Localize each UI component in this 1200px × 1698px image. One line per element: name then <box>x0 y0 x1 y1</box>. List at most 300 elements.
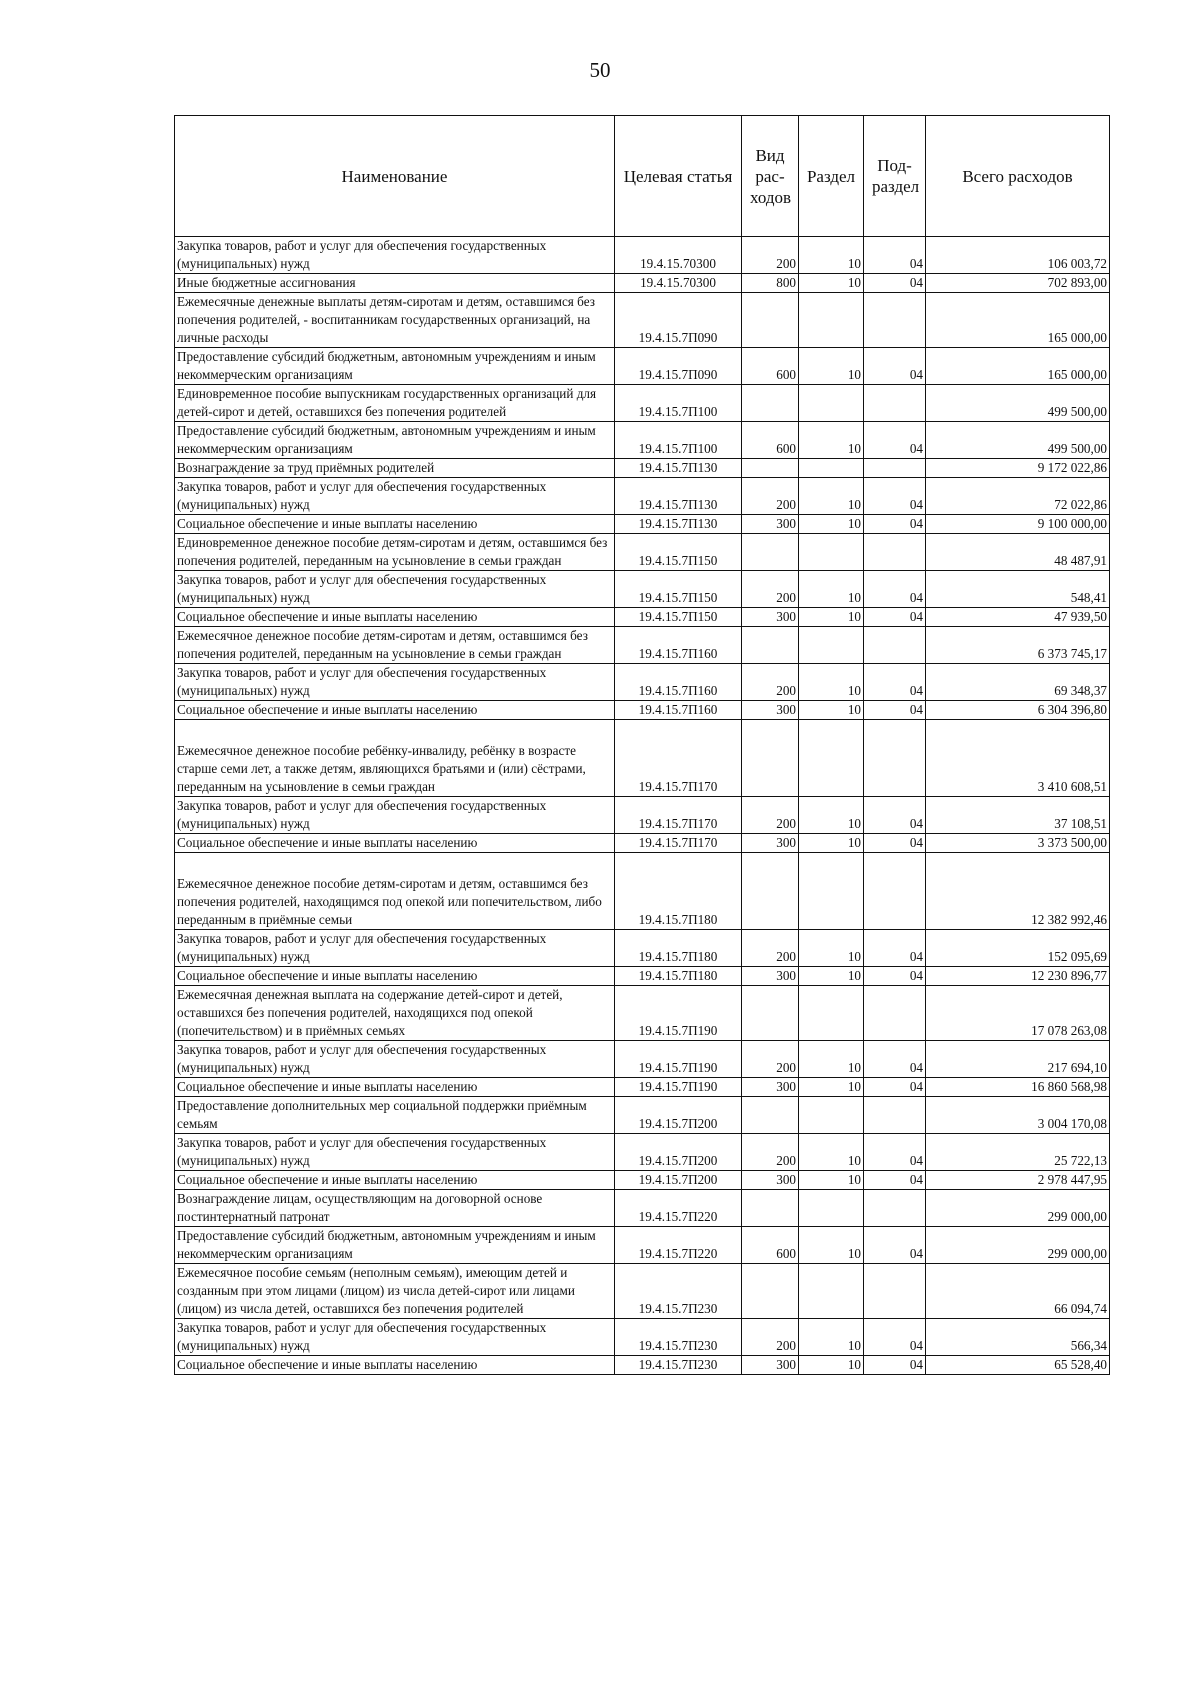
table-row <box>175 534 1110 571</box>
cell-total <box>926 571 1110 608</box>
cell-subsection <box>864 571 926 608</box>
cell-text-section: 10 <box>847 949 861 964</box>
cell-text-subsection: 04 <box>909 609 923 624</box>
cell-text-name: Предоставление субсидий бюджетным, автономным учреждениям и иным некоммерческим организациям <box>177 1228 596 1261</box>
cell-section <box>799 701 864 720</box>
cell-text-name: Ежемесячное пособие семьям (неполным семьям), имеющим детей и созданным при этом лицами (лицом) из числа детей-сирот или лицами (лицом) из числа детей, оставшихся без попечения родителей <box>177 1265 575 1316</box>
cell-section <box>799 459 864 478</box>
cell-target <box>615 986 742 1041</box>
cell-subsection <box>864 1356 926 1375</box>
cell-total <box>926 1078 1110 1097</box>
cell-text-name: Социальное обеспечение и иные выплаты населению <box>177 968 478 983</box>
table-row <box>175 1171 1110 1190</box>
cell-target <box>615 627 742 664</box>
cell-name <box>175 627 615 664</box>
cell-text-target: 19.4.15.7П100 <box>638 404 718 419</box>
table-row <box>175 834 1110 853</box>
cell-total <box>926 720 1110 797</box>
cell-text-kind: 200 <box>776 1338 796 1353</box>
cell-text-name: Иные бюджетные ассигнования <box>177 275 356 290</box>
cell-text-target: 19.4.15.7П130 <box>638 460 718 475</box>
cell-text-name: Социальное обеспечение и иные выплаты населению <box>177 1357 478 1372</box>
col-header-target: Целевая статья <box>615 116 742 237</box>
cell-kind <box>742 608 799 627</box>
cell-text-target: 19.4.15.7П190 <box>638 1023 718 1038</box>
cell-total <box>926 1041 1110 1078</box>
cell-subsection <box>864 478 926 515</box>
cell-text-total: 72 022,86 <box>1054 497 1107 512</box>
cell-text-target: 19.4.15.7П150 <box>638 553 718 568</box>
cell-total <box>926 797 1110 834</box>
cell-section <box>799 274 864 293</box>
cell-section <box>799 478 864 515</box>
cell-text-name: Закупка товаров, работ и услуг для обеспечения государственных (муниципальных) нужд <box>177 1320 547 1353</box>
cell-total <box>926 422 1110 459</box>
cell-text-target: 19.4.15.7П190 <box>638 1079 718 1094</box>
cell-text-kind: 300 <box>776 835 796 850</box>
cell-section <box>799 1190 864 1227</box>
cell-text-target: 19.4.15.7П200 <box>638 1116 718 1131</box>
cell-text-name: Ежемесячное денежное пособие детям-сиротам и детям, оставшимся без попечения родителей, находящимся под опекой или попечительством, либо переданным в приёмные семьи <box>177 876 602 927</box>
cell-kind <box>742 534 799 571</box>
cell-name <box>175 701 615 720</box>
cell-name <box>175 571 615 608</box>
cell-subsection <box>864 293 926 348</box>
cell-text-kind: 200 <box>776 1060 796 1075</box>
cell-text-kind: 300 <box>776 702 796 717</box>
table-row <box>175 627 1110 664</box>
cell-text-section: 10 <box>847 441 861 456</box>
cell-target <box>615 459 742 478</box>
cell-text-kind: 300 <box>776 1172 796 1187</box>
cell-target <box>615 1319 742 1356</box>
cell-text-target: 19.4.15.7П100 <box>638 441 718 456</box>
cell-text-subsection: 04 <box>909 1172 923 1187</box>
cell-text-section: 10 <box>847 590 861 605</box>
cell-target <box>615 1171 742 1190</box>
cell-text-target: 19.4.15.70300 <box>640 275 716 290</box>
cell-text-section: 10 <box>847 516 861 531</box>
cell-text-total: 548,41 <box>1070 590 1107 605</box>
table-body <box>175 237 1110 1375</box>
cell-text-name: Социальное обеспечение и иные выплаты населению <box>177 609 478 624</box>
cell-kind <box>742 834 799 853</box>
cell-subsection <box>864 459 926 478</box>
cell-text-total: 69 348,37 <box>1054 683 1107 698</box>
cell-name <box>175 1171 615 1190</box>
table-row <box>175 459 1110 478</box>
cell-subsection <box>864 534 926 571</box>
cell-text-kind: 200 <box>776 1153 796 1168</box>
cell-text-total: 47 939,50 <box>1054 609 1107 624</box>
cell-text-total: 17 078 263,08 <box>1031 1023 1107 1038</box>
spacer <box>177 720 612 742</box>
cell-total <box>926 608 1110 627</box>
cell-text-target: 19.4.15.7П130 <box>638 497 718 512</box>
cell-text-section: 10 <box>847 1153 861 1168</box>
cell-total <box>926 1190 1110 1227</box>
cell-target <box>615 1264 742 1319</box>
cell-kind <box>742 797 799 834</box>
table-row <box>175 664 1110 701</box>
cell-text-subsection: 04 <box>909 256 923 271</box>
cell-text-total: 106 003,72 <box>1047 256 1107 271</box>
cell-text-name: Единовременное денежное пособие детям-сиротам и детям, оставшимся без попечения родителей, переданным на усыновление в семьи граждан <box>177 535 608 568</box>
col-header-name: Наименование <box>175 116 615 237</box>
cell-total <box>926 1264 1110 1319</box>
cell-text-kind: 300 <box>776 1357 796 1372</box>
cell-text-total: 12 230 896,77 <box>1031 968 1107 983</box>
cell-text-subsection: 04 <box>909 1079 923 1094</box>
cell-name <box>175 1041 615 1078</box>
cell-kind <box>742 930 799 967</box>
cell-target <box>615 274 742 293</box>
cell-text-name: Ежемесячная денежная выплата на содержание детей-сирот и детей, оставшихся без попечения родителей, находящихся под опекой (попечительством) и в приёмных семьях <box>177 987 563 1038</box>
cell-text-target: 19.4.15.7П160 <box>638 702 718 717</box>
cell-text-total: 6 373 745,17 <box>1037 646 1107 661</box>
cell-name <box>175 422 615 459</box>
cell-kind <box>742 1264 799 1319</box>
cell-text-section: 10 <box>847 275 861 290</box>
cell-text-total: 3 004 170,08 <box>1037 1116 1107 1131</box>
table-row <box>175 1227 1110 1264</box>
cell-text-target: 19.4.15.7П170 <box>638 779 718 794</box>
cell-text-kind: 300 <box>776 1079 796 1094</box>
cell-section <box>799 1097 864 1134</box>
cell-text-kind: 200 <box>776 497 796 512</box>
cell-total <box>926 459 1110 478</box>
cell-text-total: 16 860 568,98 <box>1031 1079 1107 1094</box>
cell-text-subsection: 04 <box>909 497 923 512</box>
cell-name <box>175 478 615 515</box>
cell-section <box>799 797 864 834</box>
cell-text-subsection: 04 <box>909 816 923 831</box>
table-row <box>175 967 1110 986</box>
cell-text-subsection: 04 <box>909 949 923 964</box>
cell-text-name: Ежемесячные денежные выплаты детям-сиротам и детям, оставшимся без попечения родителей, - воспитанникам государственных организаций, на личные расходы <box>177 294 595 345</box>
cell-section <box>799 1041 864 1078</box>
cell-subsection <box>864 853 926 930</box>
cell-text-total: 152 095,69 <box>1047 949 1107 964</box>
cell-kind <box>742 478 799 515</box>
cell-text-subsection: 04 <box>909 1246 923 1261</box>
cell-name <box>175 274 615 293</box>
table-row <box>175 797 1110 834</box>
cell-total <box>926 986 1110 1041</box>
table-row <box>175 293 1110 348</box>
cell-text-name: Социальное обеспечение и иные выплаты населению <box>177 1079 478 1094</box>
cell-target <box>615 834 742 853</box>
cell-subsection <box>864 422 926 459</box>
cell-target <box>615 385 742 422</box>
cell-section <box>799 627 864 664</box>
cell-text-target: 19.4.15.7П220 <box>638 1209 718 1224</box>
cell-name <box>175 1227 615 1264</box>
table-row <box>175 1264 1110 1319</box>
cell-text-name: Предоставление дополнительных мер социальной поддержки приёмным семьям <box>177 1098 587 1131</box>
cell-text-total: 165 000,00 <box>1047 330 1107 345</box>
cell-text-subsection: 04 <box>909 441 923 456</box>
cell-kind <box>742 967 799 986</box>
cell-text-name: Закупка товаров, работ и услуг для обеспечения государственных (муниципальных) нужд <box>177 1135 547 1168</box>
table-row <box>175 1097 1110 1134</box>
table-row <box>175 422 1110 459</box>
cell-section <box>799 1356 864 1375</box>
cell-text-kind: 600 <box>776 367 796 382</box>
cell-text-target: 19.4.15.7П090 <box>638 330 718 345</box>
cell-text-total: 566,34 <box>1070 1338 1107 1353</box>
cell-text-subsection: 04 <box>909 367 923 382</box>
cell-subsection <box>864 237 926 274</box>
cell-section <box>799 608 864 627</box>
cell-text-name: Социальное обеспечение и иные выплаты населению <box>177 1172 478 1187</box>
cell-target <box>615 515 742 534</box>
cell-text-total: 48 487,91 <box>1054 553 1107 568</box>
cell-text-kind: 800 <box>776 275 796 290</box>
cell-text-section: 10 <box>847 1079 861 1094</box>
cell-subsection <box>864 1190 926 1227</box>
cell-text-kind: 300 <box>776 516 796 531</box>
cell-target <box>615 237 742 274</box>
cell-total <box>926 664 1110 701</box>
cell-text-target: 19.4.15.7П220 <box>638 1246 718 1261</box>
cell-text-kind: 300 <box>776 609 796 624</box>
cell-subsection <box>864 348 926 385</box>
cell-text-section: 10 <box>847 835 861 850</box>
cell-kind <box>742 237 799 274</box>
cell-text-section: 10 <box>847 1172 861 1187</box>
cell-kind <box>742 293 799 348</box>
cell-name <box>175 1134 615 1171</box>
cell-text-kind: 600 <box>776 441 796 456</box>
cell-text-target: 19.4.15.7П180 <box>638 949 718 964</box>
cell-total <box>926 237 1110 274</box>
cell-text-target: 19.4.15.7П170 <box>638 835 718 850</box>
cell-total <box>926 1171 1110 1190</box>
cell-text-section: 10 <box>847 1357 861 1372</box>
cell-target <box>615 797 742 834</box>
cell-text-total: 9 100 000,00 <box>1037 516 1107 531</box>
cell-text-target: 19.4.15.7П200 <box>638 1153 718 1168</box>
cell-text-total: 3 373 500,00 <box>1037 835 1107 850</box>
cell-text-total: 499 500,00 <box>1047 441 1107 456</box>
cell-text-target: 19.4.15.7П230 <box>638 1357 718 1372</box>
cell-target <box>615 1097 742 1134</box>
cell-text-target: 19.4.15.7П190 <box>638 1060 718 1075</box>
cell-total <box>926 701 1110 720</box>
cell-text-name: Закупка товаров, работ и услуг для обеспечения государственных (муниципальных) нужд <box>177 1042 547 1075</box>
cell-text-name: Закупка товаров, работ и услуг для обеспечения государственных (муниципальных) нужд <box>177 931 547 964</box>
table-row <box>175 1134 1110 1171</box>
cell-total <box>926 1356 1110 1375</box>
cell-text-subsection: 04 <box>909 1060 923 1075</box>
cell-text-target: 19.4.15.7П160 <box>638 683 718 698</box>
cell-text-section: 10 <box>847 816 861 831</box>
table-row <box>175 1356 1110 1375</box>
cell-kind <box>742 422 799 459</box>
cell-text-name: Предоставление субсидий бюджетным, автономным учреждениям и иным некоммерческим организациям <box>177 349 596 382</box>
table-row <box>175 1190 1110 1227</box>
cell-subsection <box>864 701 926 720</box>
expenditure-table <box>174 115 1110 1375</box>
cell-section <box>799 834 864 853</box>
cell-name <box>175 720 615 797</box>
cell-total <box>926 348 1110 385</box>
cell-target <box>615 1041 742 1078</box>
cell-kind <box>742 1078 799 1097</box>
cell-text-subsection: 04 <box>909 1338 923 1353</box>
cell-text-total: 299 000,00 <box>1047 1246 1107 1261</box>
cell-text-section: 10 <box>847 683 861 698</box>
cell-name <box>175 930 615 967</box>
cell-section <box>799 534 864 571</box>
cell-kind <box>742 348 799 385</box>
cell-name <box>175 797 615 834</box>
cell-target <box>615 478 742 515</box>
cell-text-target: 19.4.15.70300 <box>640 256 716 271</box>
cell-kind <box>742 853 799 930</box>
cell-total <box>926 1134 1110 1171</box>
table-row <box>175 385 1110 422</box>
cell-section <box>799 930 864 967</box>
cell-text-name: Вознаграждение за труд приёмных родителей <box>177 460 435 475</box>
cell-text-subsection: 04 <box>909 968 923 983</box>
cell-text-name: Закупка товаров, работ и услуг для обеспечения государственных (муниципальных) нужд <box>177 479 547 512</box>
cell-target <box>615 534 742 571</box>
cell-text-kind: 600 <box>776 1246 796 1261</box>
cell-section <box>799 515 864 534</box>
cell-name <box>175 459 615 478</box>
cell-text-total: 165 000,00 <box>1047 367 1107 382</box>
cell-kind <box>742 1227 799 1264</box>
cell-target <box>615 967 742 986</box>
cell-text-total: 6 304 396,80 <box>1037 702 1107 717</box>
cell-subsection <box>864 1264 926 1319</box>
cell-target <box>615 348 742 385</box>
cell-text-section: 10 <box>847 1060 861 1075</box>
cell-name <box>175 1078 615 1097</box>
cell-text-kind: 200 <box>776 816 796 831</box>
cell-text-subsection: 04 <box>909 275 923 290</box>
cell-section <box>799 571 864 608</box>
cell-total <box>926 478 1110 515</box>
cell-kind <box>742 1319 799 1356</box>
cell-name <box>175 534 615 571</box>
cell-target <box>615 1078 742 1097</box>
cell-name <box>175 853 615 930</box>
cell-text-name: Закупка товаров, работ и услуг для обеспечения государственных (муниципальных) нужд <box>177 665 547 698</box>
cell-text-name: Ежемесячное денежное пособие детям-сиротам и детям, оставшимся без попечения родителей, переданным на усыновление в семьи граждан <box>177 628 588 661</box>
cell-text-total: 299 000,00 <box>1047 1209 1107 1224</box>
cell-target <box>615 720 742 797</box>
cell-text-name: Предоставление субсидий бюджетным, автономным учреждениям и иным некоммерческим организациям <box>177 423 596 456</box>
cell-subsection <box>864 274 926 293</box>
cell-text-name: Ежемесячное денежное пособие ребёнку-инвалиду, ребёнку в возрасте старше семи лет, а также детям, являющихся братьями и (или) сёстрами, переданным на усыновление в семьи граждан <box>177 743 586 794</box>
cell-section <box>799 1078 864 1097</box>
table-row <box>175 348 1110 385</box>
cell-section <box>799 293 864 348</box>
cell-section <box>799 664 864 701</box>
cell-kind <box>742 1356 799 1375</box>
table-row <box>175 853 1110 930</box>
cell-target <box>615 1356 742 1375</box>
cell-text-name: Социальное обеспечение и иные выплаты населению <box>177 835 478 850</box>
cell-subsection <box>864 627 926 664</box>
table-row <box>175 478 1110 515</box>
cell-name <box>175 237 615 274</box>
cell-name <box>175 1190 615 1227</box>
cell-section <box>799 348 864 385</box>
cell-subsection <box>864 1134 926 1171</box>
cell-text-total: 37 108,51 <box>1054 816 1107 831</box>
cell-text-total: 499 500,00 <box>1047 404 1107 419</box>
cell-kind <box>742 701 799 720</box>
cell-text-section: 10 <box>847 256 861 271</box>
cell-text-subsection: 04 <box>909 1357 923 1372</box>
cell-name <box>175 834 615 853</box>
cell-target <box>615 664 742 701</box>
cell-text-name: Закупка товаров, работ и услуг для обеспечения государственных (муниципальных) нужд <box>177 572 547 605</box>
cell-name <box>175 515 615 534</box>
cell-text-target: 19.4.15.7П230 <box>638 1301 718 1316</box>
cell-total <box>926 293 1110 348</box>
cell-kind <box>742 1041 799 1078</box>
cell-kind <box>742 627 799 664</box>
cell-text-total: 25 722,13 <box>1054 1153 1107 1168</box>
cell-text-name: Социальное обеспечение и иные выплаты населению <box>177 702 478 717</box>
cell-section <box>799 986 864 1041</box>
cell-kind <box>742 515 799 534</box>
cell-total <box>926 853 1110 930</box>
cell-target <box>615 422 742 459</box>
cell-text-total: 702 893,00 <box>1047 275 1107 290</box>
cell-text-target: 19.4.15.7П090 <box>638 367 718 382</box>
cell-target <box>615 293 742 348</box>
cell-text-total: 2 978 447,95 <box>1037 1172 1107 1187</box>
cell-text-target: 19.4.15.7П230 <box>638 1338 718 1353</box>
col-header-section: Раздел <box>799 116 864 237</box>
cell-subsection <box>864 834 926 853</box>
cell-section <box>799 967 864 986</box>
cell-name <box>175 986 615 1041</box>
table-row <box>175 515 1110 534</box>
cell-subsection <box>864 1078 926 1097</box>
cell-subsection <box>864 664 926 701</box>
cell-subsection <box>864 608 926 627</box>
cell-target <box>615 1134 742 1171</box>
cell-name <box>175 664 615 701</box>
cell-text-total: 3 410 608,51 <box>1037 779 1107 794</box>
cell-section <box>799 1264 864 1319</box>
cell-text-total: 9 172 022,86 <box>1037 460 1107 475</box>
cell-name <box>175 1097 615 1134</box>
cell-target <box>615 1190 742 1227</box>
table-row <box>175 274 1110 293</box>
cell-total <box>926 1319 1110 1356</box>
cell-name <box>175 385 615 422</box>
col-header-total: Всего расходов <box>926 116 1110 237</box>
cell-subsection <box>864 1097 926 1134</box>
cell-name <box>175 967 615 986</box>
cell-text-total: 66 094,74 <box>1054 1301 1107 1316</box>
cell-total <box>926 930 1110 967</box>
cell-kind <box>742 1190 799 1227</box>
cell-total <box>926 967 1110 986</box>
cell-text-target: 19.4.15.7П180 <box>638 968 718 983</box>
cell-section <box>799 1171 864 1190</box>
cell-kind <box>742 664 799 701</box>
cell-total <box>926 515 1110 534</box>
